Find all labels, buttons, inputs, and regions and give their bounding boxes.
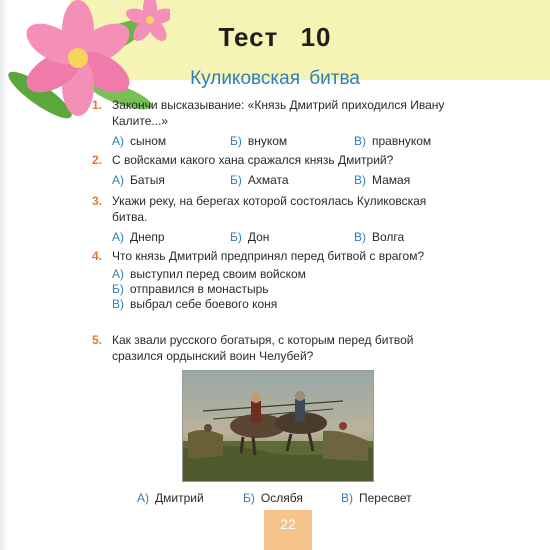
page-number-box [264, 510, 312, 550]
question-5 [92, 332, 462, 364]
answer-a[interactable]: А) сыном [112, 134, 167, 148]
answer-options [112, 267, 462, 312]
answer-a[interactable]: А) Днепр [112, 230, 165, 244]
answer-b[interactable]: Б) Дон [230, 230, 270, 244]
question-number: 5. [92, 333, 103, 347]
question-text: Укажи реку, на берегах которой состоялась Куликовская битва. [112, 194, 427, 224]
test-title: Тест 10 [218, 22, 332, 52]
page-number: 22 [280, 516, 296, 532]
question-number: 4. [92, 249, 103, 263]
question-text: Закончи высказывание: «Князь Дмитрий приходился Ивану Калите...» [112, 98, 445, 128]
question-1 [92, 97, 462, 149]
answer-options [112, 172, 462, 188]
answer-c[interactable]: В) Волга [354, 230, 405, 244]
answer-a[interactable]: А) Дмитрий [137, 491, 204, 505]
answer-b[interactable]: Б) Ахмата [230, 173, 289, 187]
battle-painting-icon [183, 371, 373, 481]
topic-title: Куликовская битва [190, 68, 360, 89]
question-2 [92, 152, 462, 188]
answer-b[interactable]: Б) внуком [230, 134, 288, 148]
answer-a[interactable]: А) Батыя [112, 173, 165, 187]
question-4 [92, 248, 462, 312]
answer-b[interactable]: Б) отправился в монастырь [112, 282, 269, 296]
answer-options [137, 491, 437, 507]
answer-c[interactable]: В) Мамая [354, 173, 411, 187]
question-3 [92, 193, 462, 245]
answer-options [112, 229, 462, 245]
question-text: С войсками какого хана сражался князь Дмитрий? [112, 153, 394, 167]
answer-c[interactable]: В) правнуком [354, 134, 432, 148]
answer-a[interactable]: А) выступил перед своим войском [112, 267, 306, 281]
question-number: 3. [92, 194, 103, 208]
battle-painting-image [182, 370, 374, 482]
question-text: Как звали русского богатыря, с которым перед битвой сразился ордынский воин Челубей? [112, 333, 414, 363]
question-text: Что князь Дмитрий предпринял перед битвой с врагом? [112, 249, 425, 263]
question-number: 1. [92, 98, 103, 112]
answer-b[interactable]: Б) Ослябя [243, 491, 303, 505]
answer-c[interactable]: В) выбрал себе боевого коня [112, 297, 278, 311]
answer-options [112, 133, 462, 149]
question-number: 2. [92, 153, 103, 167]
answer-c[interactable]: В) Пересвет [341, 491, 412, 505]
